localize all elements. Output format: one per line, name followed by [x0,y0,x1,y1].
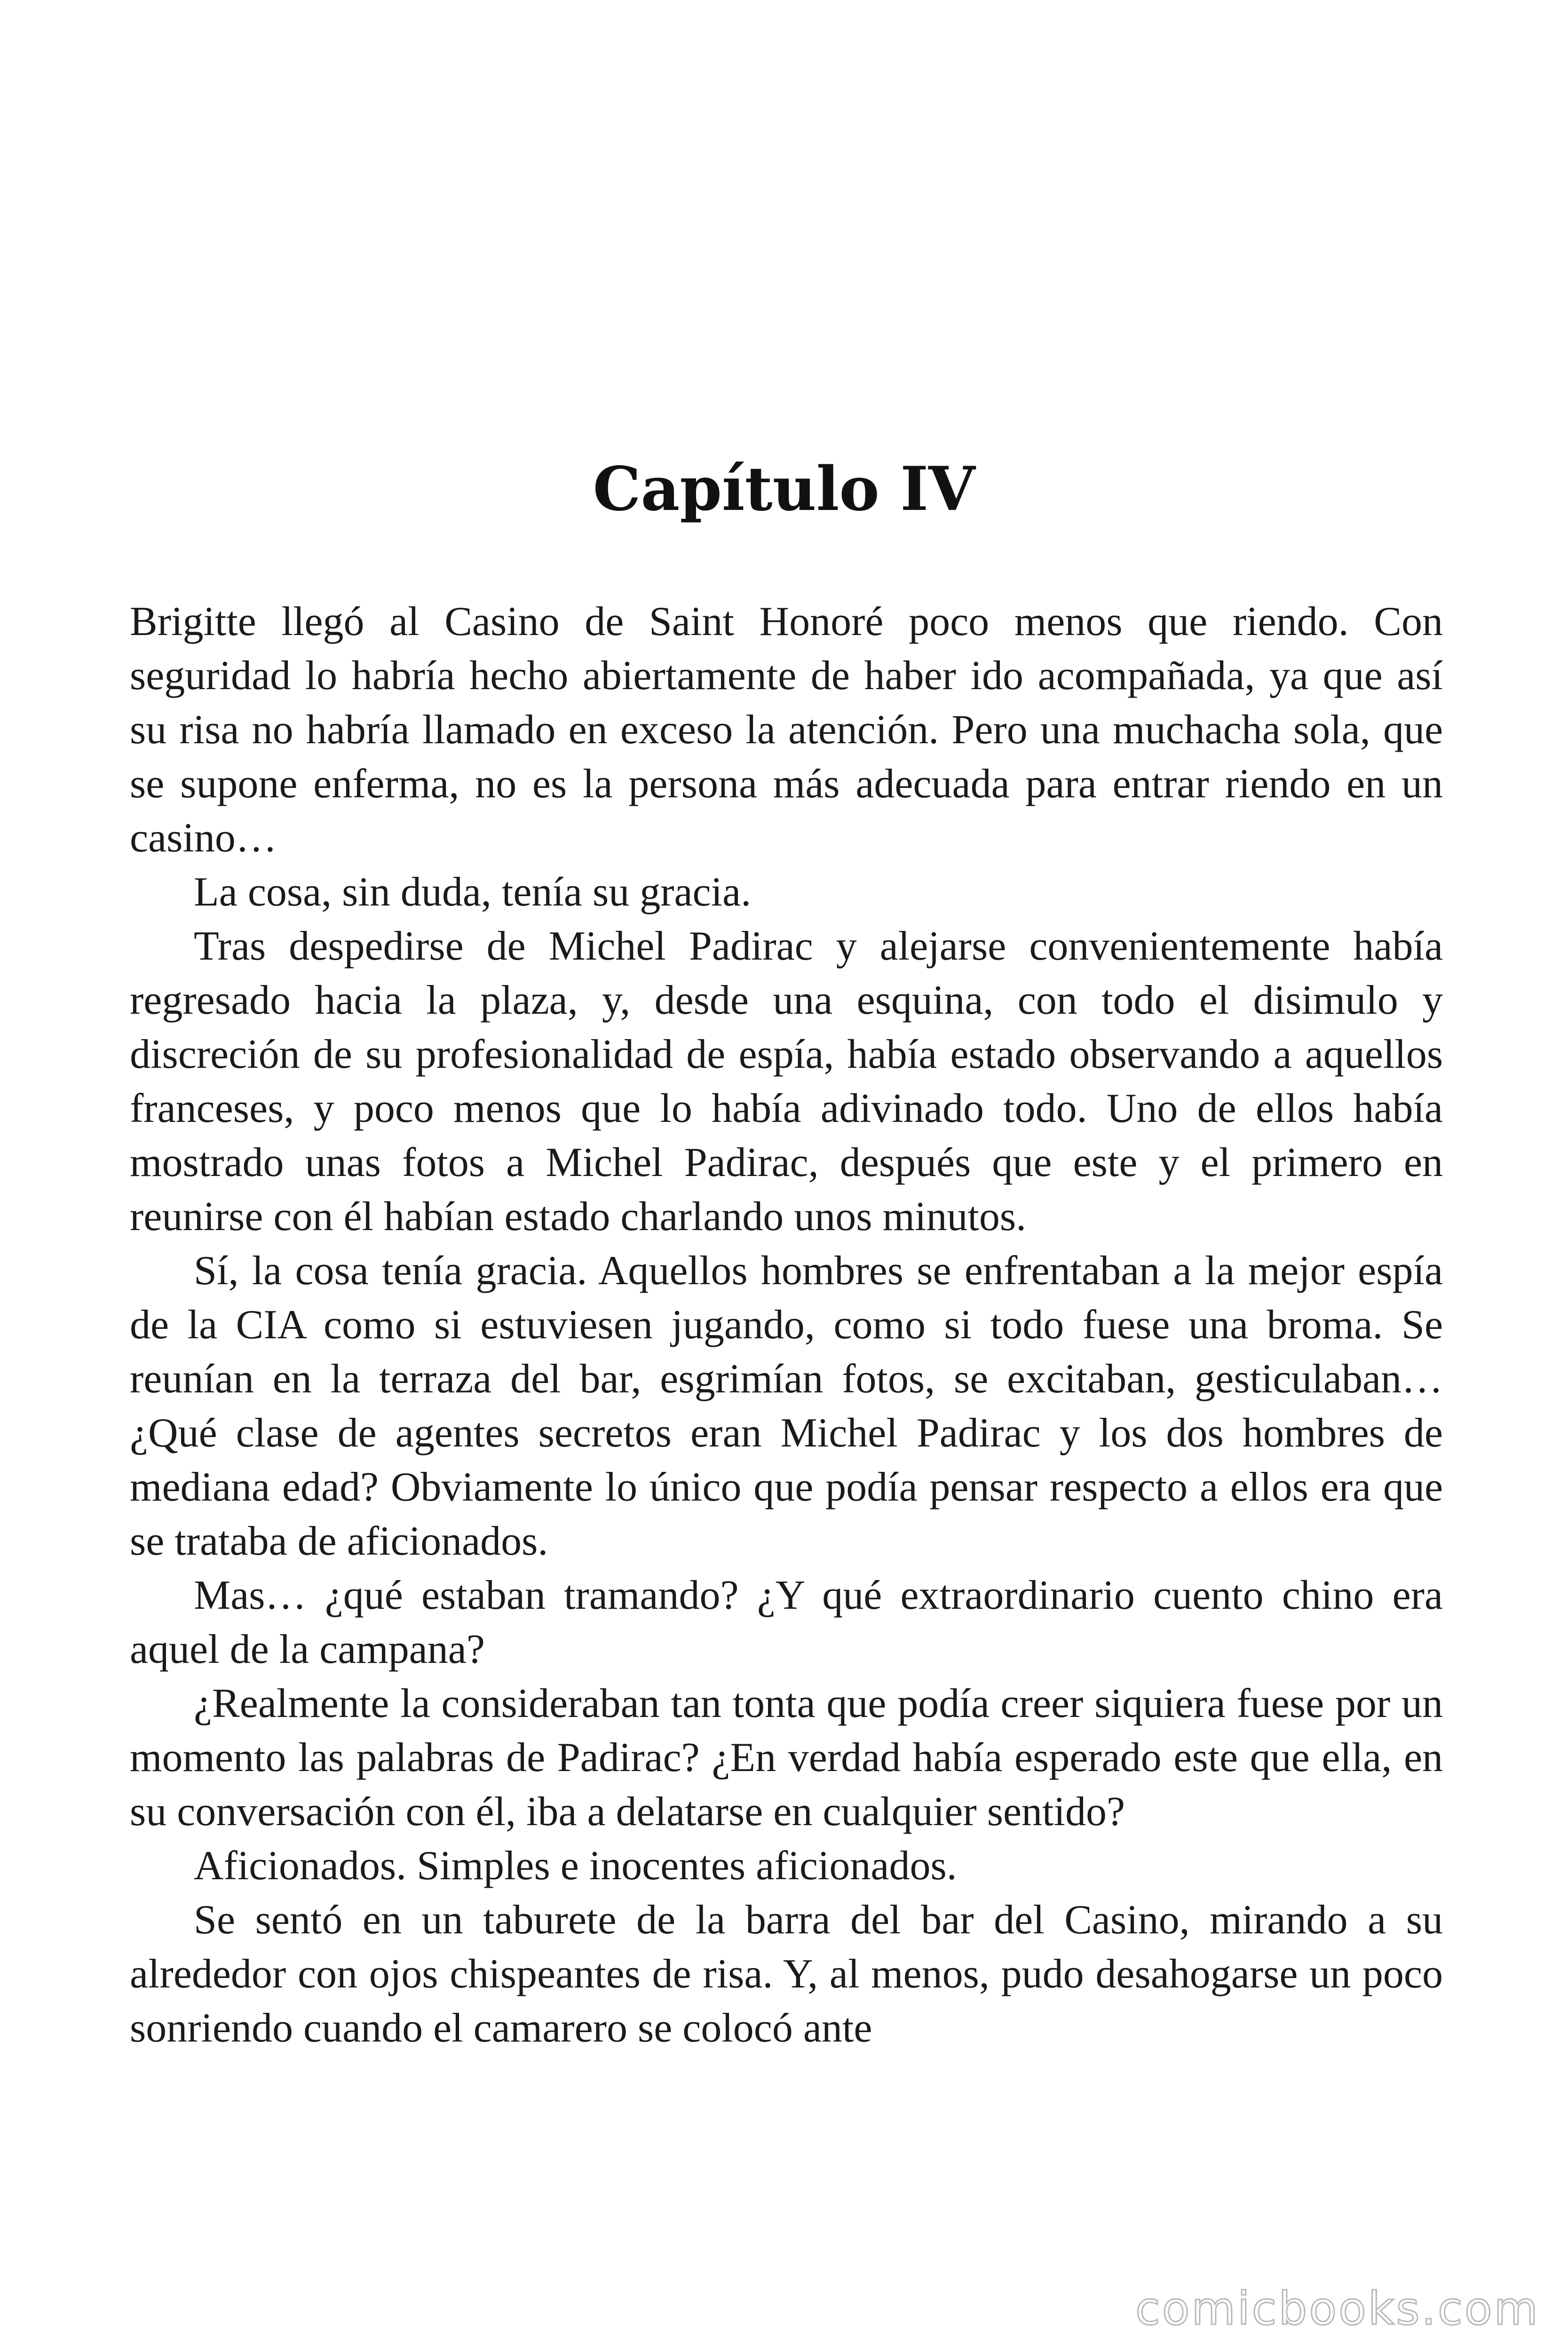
chapter-body [130,595,1443,2055]
paragraph: Mas… ¿qué estaban tramando? ¿Y qué extraordinario cuento chino era aquel de la campana? [130,1573,1443,1672]
paragraph: La cosa, sin duda, tenía su gracia. [194,869,752,915]
paragraph: Se sentó en un taburete de la barra del bar del Casino, mirando a su alrededor con ojos chispeantes de risa. Y, al menos, pudo desahogarse un poco sonriendo cuando el camarero se colocó ante [130,1897,1443,2051]
paragraph: Aficionados. Simples e inocentes aficionados. [194,1843,957,1889]
paragraph: Brigitte llegó al Casino de Saint Honoré poco menos que riendo. Con seguridad lo habría hecho abiertamente de haber ido acompañada, ya que así su risa no habría llamado en exceso la atención. Pero una muchacha sola, que se supone enferma, no es la persona más adecuada para entrar riendo en un casino… [130,599,1443,861]
watermark: comicbooks.com [1135,2282,1540,2335]
paragraph: ¿Realmente la consideraban tan tonta que podía creer siquiera fuese por un momento las palabras de Padirac? ¿En verdad había esperado este que ella, en su conversación con él, iba a delatarse en cualquier sentido? [130,1681,1443,1835]
paragraph: Sí, la cosa tenía gracia. Aquellos hombres se enfrentaban a la mejor espía de la CIA como si estuviesen jugando, como si todo fuese una broma. Se reunían en la terraza del bar, esgrimían fotos, se excitaban, gesticulaban… ¿Qué clase de agentes secretos eran Michel Padirac y los dos hombres de mediana edad? Obviamente lo único que podía pensar respecto a ellos era que se trataba de aficionados. [130,1248,1443,1564]
chapter-title: Capítulo IV [593,454,975,524]
paragraph: Tras despedirse de Michel Padirac y alejarse convenientemente había regresado hacia la plaza, y, desde una esquina, con todo el disimulo y discreción de su profesionalidad de espía, había estado observando a aquellos franceses, y poco menos que lo había adivinado todo. Uno de ellos había mostrado unas fotos a Michel Padirac, después que este y el primero en reunirse con él habían estado charlando unos minutos. [130,923,1443,1240]
